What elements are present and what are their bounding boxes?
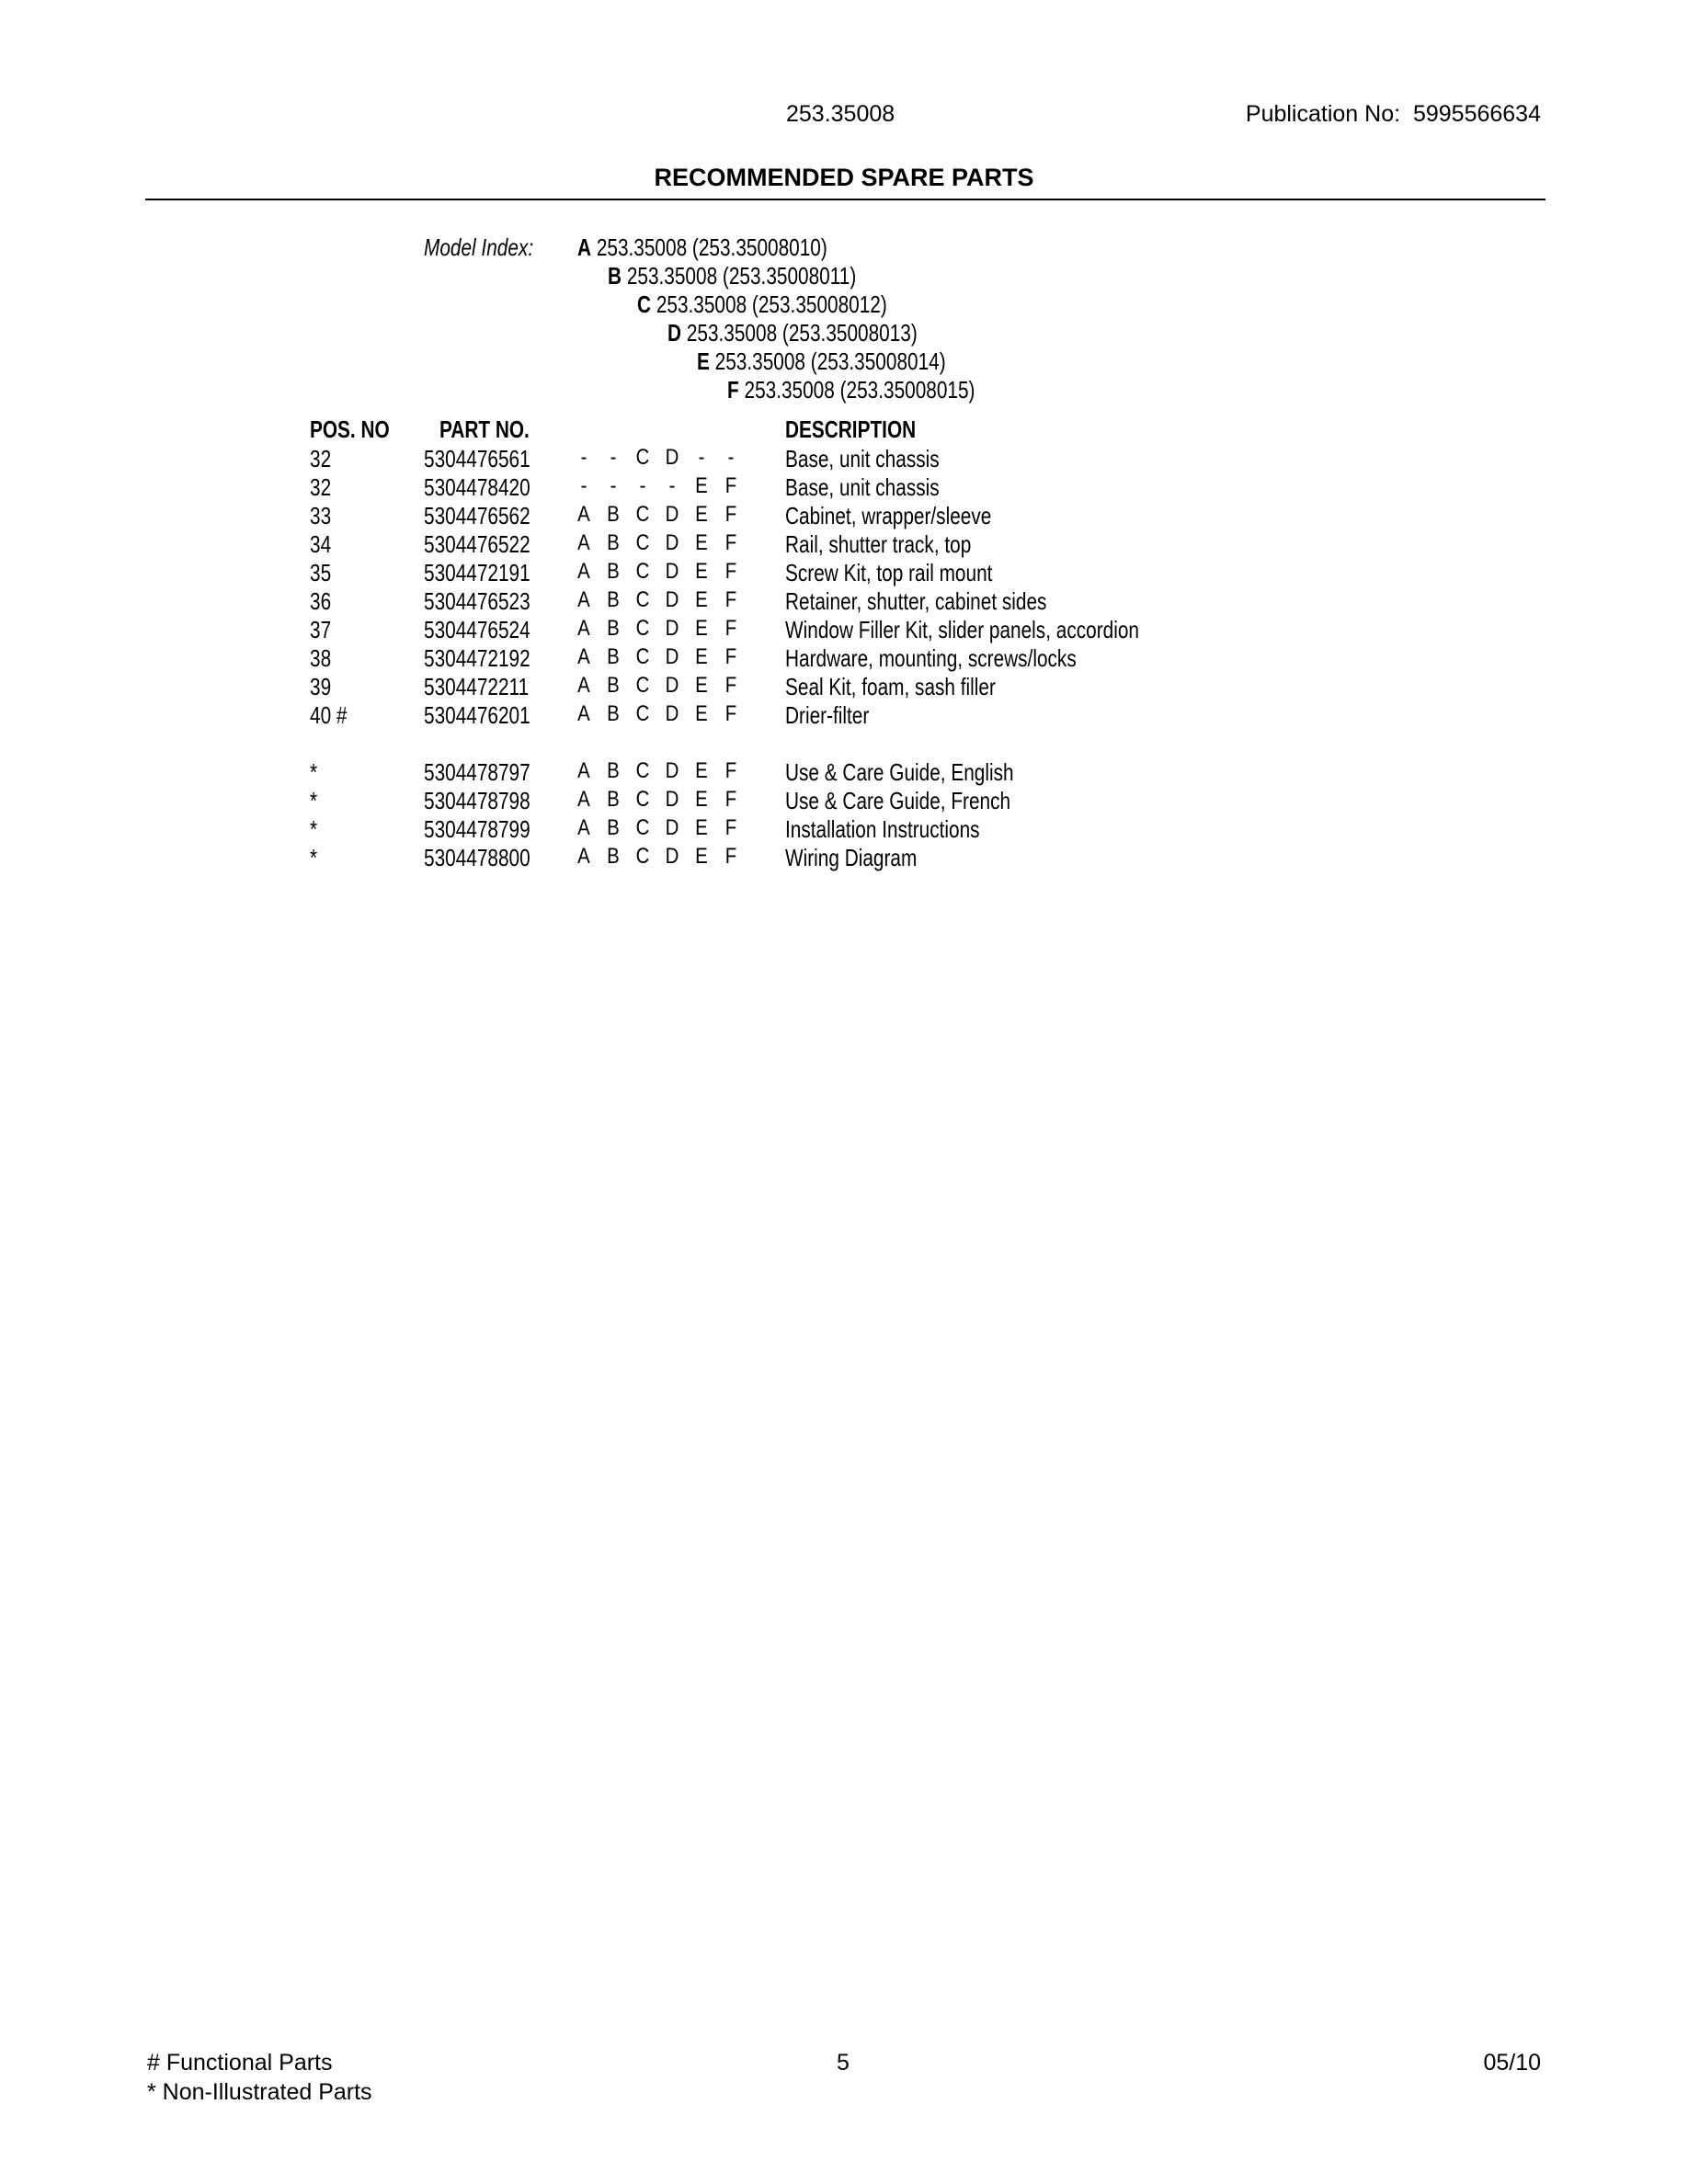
page-number: 5 xyxy=(837,2050,850,2076)
model-text: 253.35008 (253.35008015) xyxy=(744,376,975,404)
model-code: D xyxy=(665,758,679,783)
model-code: B xyxy=(607,559,620,584)
footer-legend-non-illustrated: * Non-Illustrated Parts xyxy=(147,2079,372,2105)
model-code: C xyxy=(635,445,650,470)
model-code: E xyxy=(695,787,708,812)
model-code: C xyxy=(635,530,650,555)
model-code: D xyxy=(665,445,679,470)
model-code: F xyxy=(724,616,737,641)
model-letter: E xyxy=(697,347,710,375)
model-code: E xyxy=(695,701,708,726)
model-code: E xyxy=(695,473,708,498)
model-code: A xyxy=(577,787,590,812)
revision-date: 05/10 xyxy=(1483,2050,1541,2076)
model-code: C xyxy=(635,559,650,584)
model-code: - xyxy=(580,445,587,470)
model-code: C xyxy=(635,844,650,869)
model-code: B xyxy=(607,644,620,669)
model-code: C xyxy=(635,673,650,698)
model-letter: A xyxy=(577,233,592,261)
description: Screw Kit, top rail mount xyxy=(785,559,993,586)
model-code: E xyxy=(695,644,708,669)
pos-no: * xyxy=(310,787,318,814)
part-no: 5304478799 xyxy=(424,815,530,843)
model-code: B xyxy=(607,502,620,527)
model-code: C xyxy=(635,616,650,641)
model-code: F xyxy=(724,758,737,783)
table-row xyxy=(0,703,1688,732)
table-row xyxy=(0,504,1688,532)
model-code: D xyxy=(665,815,679,840)
model-code: E xyxy=(695,530,708,555)
description: Retainer, shutter, cabinet sides xyxy=(785,587,1047,615)
model-code: E xyxy=(695,502,708,527)
part-no: 5304472192 xyxy=(424,644,530,672)
model-code: B xyxy=(607,844,620,869)
table-row xyxy=(0,447,1688,475)
model-code: C xyxy=(635,815,650,840)
table-row xyxy=(0,646,1688,675)
table-row xyxy=(0,760,1688,789)
model-code: D xyxy=(665,587,679,612)
model-code: A xyxy=(577,559,590,584)
model-code: E xyxy=(695,844,708,869)
part-no: 5304476523 xyxy=(424,587,530,615)
model-code: A xyxy=(577,530,590,555)
model-code: A xyxy=(577,616,590,641)
model-code: D xyxy=(665,644,679,669)
pos-no: 32 xyxy=(310,473,332,501)
model-text: 253.35008 (253.35008013) xyxy=(686,319,918,347)
part-no: 5304472211 xyxy=(424,673,530,700)
model-code: E xyxy=(695,559,708,584)
model-code: F xyxy=(724,787,737,812)
model-code: - xyxy=(610,473,617,498)
pos-no: 36 xyxy=(310,587,332,615)
description: Hardware, mounting, screws/locks xyxy=(785,644,1077,672)
table-row xyxy=(0,532,1688,561)
description: Base, unit chassis xyxy=(785,473,940,501)
header-pos-no: POS. NO xyxy=(310,415,390,443)
model-code: - xyxy=(668,473,676,498)
part-no: 5304476524 xyxy=(424,616,530,643)
model-index-entry xyxy=(577,235,827,259)
model-code: A xyxy=(577,502,590,527)
model-code: B xyxy=(607,616,620,641)
table-row xyxy=(0,817,1688,846)
model-code: F xyxy=(724,530,737,555)
table-row xyxy=(0,675,1688,703)
pos-no: 32 xyxy=(310,445,332,472)
model-letter: C xyxy=(637,290,652,318)
model-code: C xyxy=(635,758,650,783)
page-title: RECOMMENDED SPARE PARTS xyxy=(654,164,1034,191)
model-code: F xyxy=(724,844,737,869)
footer-legend-functional: # Functional Parts xyxy=(147,2050,333,2076)
description: Use & Care Guide, English xyxy=(785,758,1014,786)
model-code: B xyxy=(607,701,620,726)
model-code: E xyxy=(695,673,708,698)
model-code: D xyxy=(665,787,679,812)
model-code: E xyxy=(695,587,708,612)
table-row xyxy=(0,846,1688,874)
model-code: E xyxy=(695,758,708,783)
model-code: F xyxy=(724,587,737,612)
header-description: DESCRIPTION xyxy=(785,415,917,443)
part-no: 5304478797 xyxy=(424,758,530,786)
model-index-entry xyxy=(608,264,856,288)
model-code: D xyxy=(665,559,679,584)
model-code: A xyxy=(577,587,590,612)
pos-no: * xyxy=(310,758,318,786)
model-code: A xyxy=(577,673,590,698)
pos-no: 39 xyxy=(310,673,332,700)
model-code: C xyxy=(635,701,650,726)
model-index-entry xyxy=(727,378,975,402)
model-code: A xyxy=(577,644,590,669)
table-row xyxy=(0,789,1688,817)
table-row xyxy=(0,618,1688,646)
model-number-header: 253.35008 xyxy=(786,101,895,127)
model-code: C xyxy=(635,787,650,812)
model-code: A xyxy=(577,701,590,726)
model-letter: B xyxy=(607,262,622,290)
part-no: 5304476561 xyxy=(424,445,530,472)
pos-no: 40 # xyxy=(310,701,348,729)
model-code: - xyxy=(727,445,735,470)
description: Wiring Diagram xyxy=(785,844,918,871)
part-no: 5304478420 xyxy=(424,473,530,501)
description: Cabinet, wrapper/sleeve xyxy=(785,502,992,529)
model-code: C xyxy=(635,644,650,669)
model-code: D xyxy=(665,844,679,869)
description: Drier-filter xyxy=(785,701,870,729)
model-index-label: Model Index: xyxy=(424,233,534,261)
description: Installation Instructions xyxy=(785,815,980,843)
model-code: F xyxy=(724,673,737,698)
part-no: 5304478800 xyxy=(424,844,530,871)
publication-label: Publication No: xyxy=(1245,101,1401,127)
model-code: F xyxy=(724,473,737,498)
model-code: B xyxy=(607,758,620,783)
model-code: F xyxy=(724,815,737,840)
model-code: E xyxy=(695,815,708,840)
part-no: 5304476562 xyxy=(424,502,530,529)
model-code: - xyxy=(580,473,587,498)
model-index-entry xyxy=(667,321,918,345)
model-code: B xyxy=(607,787,620,812)
model-letter: F xyxy=(726,376,739,404)
model-code: A xyxy=(577,758,590,783)
model-code: E xyxy=(695,616,708,641)
model-code: - xyxy=(639,473,646,498)
pos-no: 38 xyxy=(310,644,332,672)
model-text: 253.35008 (253.35008012) xyxy=(656,290,887,318)
model-text: 253.35008 (253.35008011) xyxy=(626,262,856,290)
model-code: D xyxy=(665,530,679,555)
table-row xyxy=(0,589,1688,618)
table-row xyxy=(0,561,1688,589)
model-code: - xyxy=(698,445,705,470)
model-code: C xyxy=(635,502,650,527)
model-code: B xyxy=(607,673,620,698)
model-code: B xyxy=(607,815,620,840)
pos-no: * xyxy=(310,815,318,843)
table-row xyxy=(0,475,1688,504)
model-code: A xyxy=(577,815,590,840)
model-code: F xyxy=(724,502,737,527)
model-code: A xyxy=(577,844,590,869)
model-code: C xyxy=(635,587,650,612)
publication-value: 5995566634 xyxy=(1412,101,1541,127)
description: Use & Care Guide, French xyxy=(785,787,1011,814)
model-code: D xyxy=(665,701,679,726)
description: Window Filler Kit, slider panels, accordion xyxy=(785,616,1139,643)
model-text: 253.35008 (253.35008014) xyxy=(714,347,946,375)
pos-no: 33 xyxy=(310,502,332,529)
pos-no: * xyxy=(310,844,318,871)
part-no: 5304478798 xyxy=(424,787,530,814)
model-code: F xyxy=(724,644,737,669)
publication-number xyxy=(1246,103,1541,126)
header-part-no: PART NO. xyxy=(439,415,530,443)
pos-no: 37 xyxy=(310,616,332,643)
description: Base, unit chassis xyxy=(785,445,940,472)
model-letter: D xyxy=(667,319,681,347)
model-text: 253.35008 (253.35008010) xyxy=(596,233,827,261)
model-code: - xyxy=(610,445,617,470)
model-code: D xyxy=(665,673,679,698)
description: Rail, shutter track, top xyxy=(785,530,972,558)
model-code: F xyxy=(724,559,737,584)
description: Seal Kit, foam, sash filler xyxy=(785,673,996,700)
part-no: 5304472191 xyxy=(424,559,530,586)
model-index-entry xyxy=(697,349,946,373)
part-no: 5304476201 xyxy=(424,701,530,729)
title-divider xyxy=(145,199,1545,200)
model-code: D xyxy=(665,502,679,527)
model-code: B xyxy=(607,530,620,555)
part-no: 5304476522 xyxy=(424,530,530,558)
model-index-entry xyxy=(637,292,887,316)
pos-no: 34 xyxy=(310,530,332,558)
model-code: F xyxy=(724,701,737,726)
model-code: B xyxy=(607,587,620,612)
model-code: D xyxy=(665,616,679,641)
pos-no: 35 xyxy=(310,559,332,586)
